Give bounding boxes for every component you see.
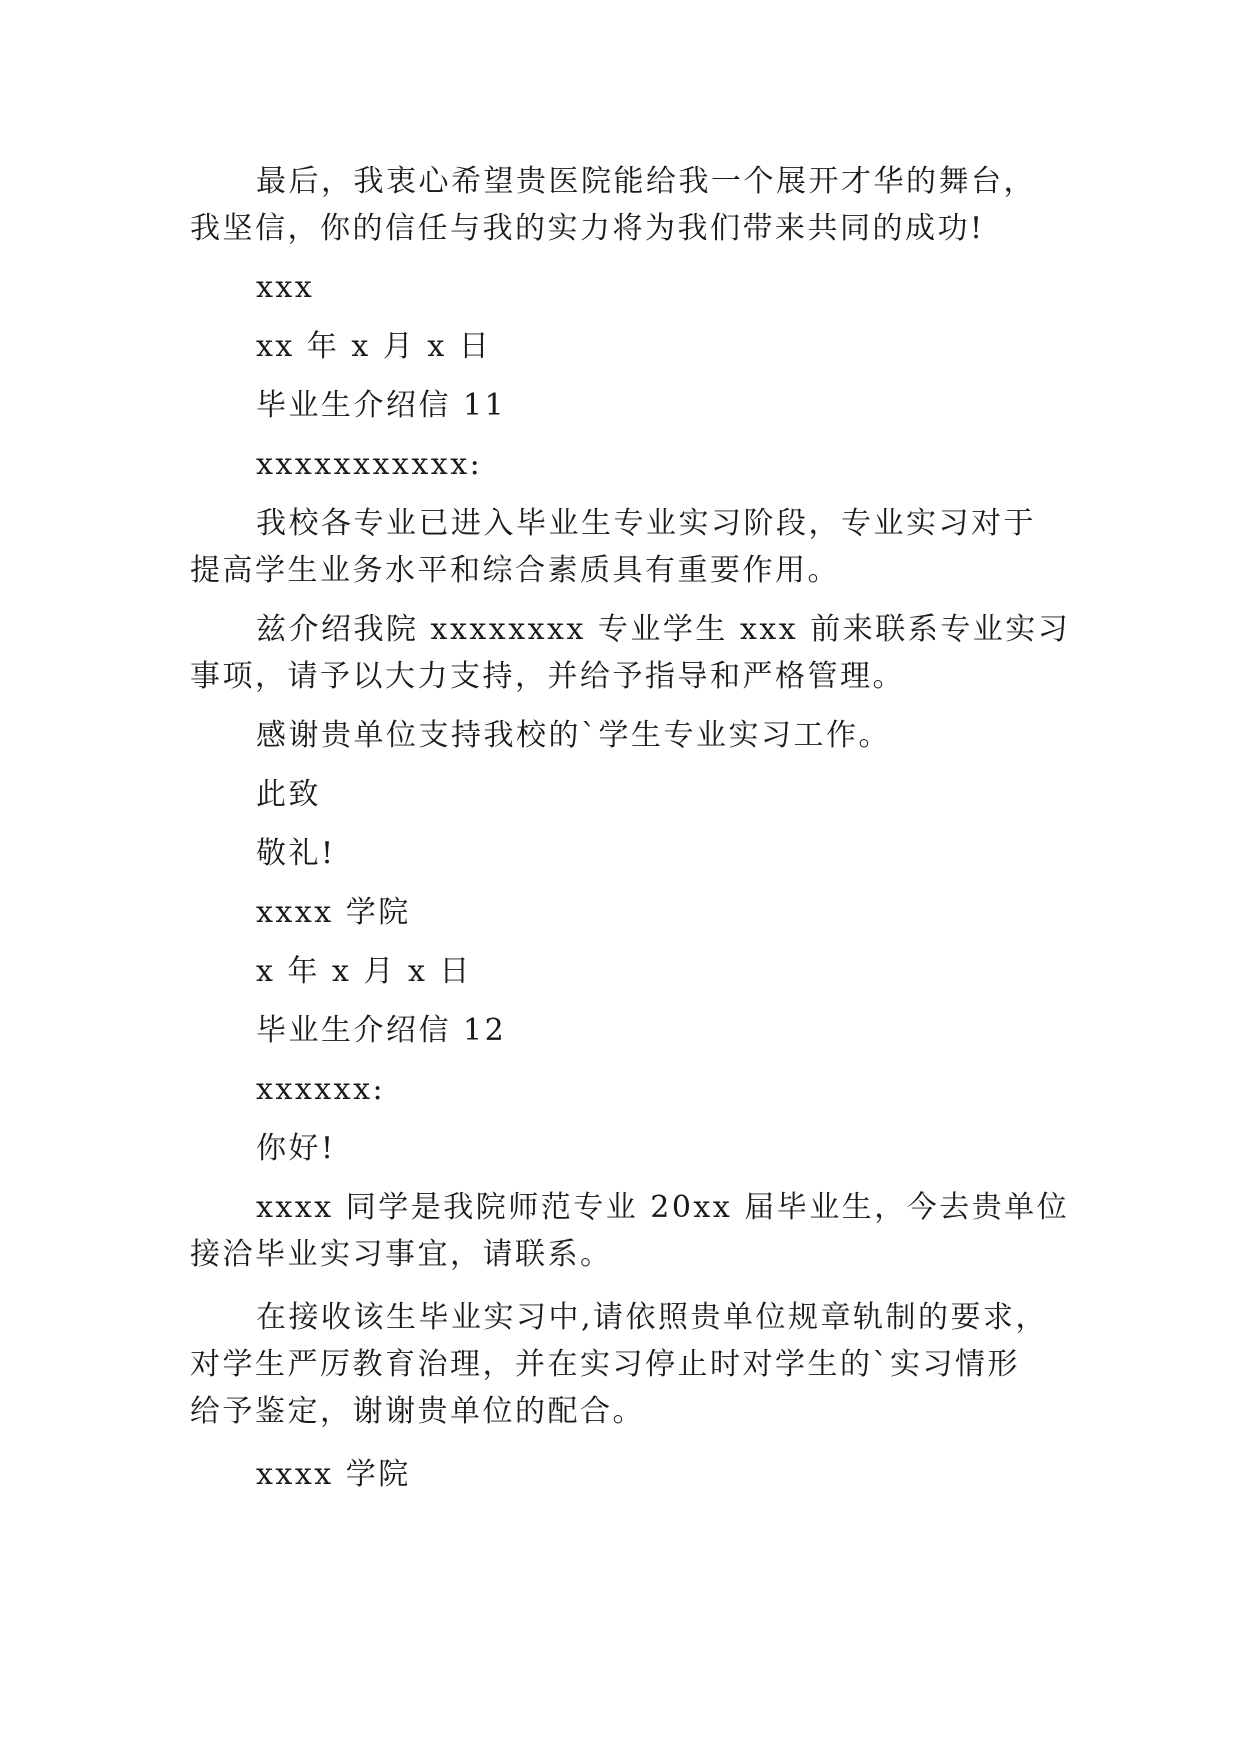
paragraph-line: 最后，我衷心希望贵医院能给我一个展开才华的舞台， bbox=[256, 164, 1036, 199]
paragraph-line: 在接收该生毕业实习中,请依照贵单位规章轨制的要求， bbox=[256, 1300, 1049, 1335]
paragraph-line: 我坚信，你的信任与我的实力将为我们带来共同的成功! bbox=[190, 211, 985, 246]
signature-name: xxx bbox=[256, 270, 315, 305]
salutation: xxxxxx: bbox=[256, 1072, 386, 1107]
paragraph-line: 提高学生业务水平和综合素质具有重要作用。 bbox=[190, 553, 840, 588]
paragraph-line: 给予鉴定，谢谢贵单位的配合。 bbox=[190, 1394, 645, 1429]
paragraph-line: 我校各专业已进入毕业生专业实习阶段，专业实习对于 bbox=[256, 506, 1036, 541]
closing-line: 此致 bbox=[256, 777, 321, 812]
signature-org: xxxx 学院 bbox=[256, 895, 411, 930]
signature-date: x 年 x 月 x 日 bbox=[256, 954, 472, 989]
section-title: 毕业生介绍信 12 bbox=[256, 1013, 507, 1048]
paragraph-line: 对学生严厉教育治理，并在实习停止时对学生的`实习情形 bbox=[190, 1347, 1020, 1382]
paragraph-line: 事项，请予以大力支持，并给予指导和严格管理。 bbox=[190, 659, 905, 694]
paragraph-line: xxxx 同学是我院师范专业 20xx 届毕业生，今去贵单位 bbox=[256, 1190, 1070, 1225]
closing-line: 敬礼! bbox=[256, 836, 336, 871]
signature-date: xx 年 x 月 x 日 bbox=[256, 329, 492, 364]
paragraph-line: 兹介绍我院 xxxxxxxx 专业学生 xxx 前来联系专业实习 bbox=[256, 612, 1071, 647]
document-body bbox=[190, 158, 1071, 1498]
salutation: xxxxxxxxxxx: bbox=[256, 447, 483, 482]
paragraph-line: 接洽毕业实习事宜，请联系。 bbox=[190, 1237, 613, 1272]
paragraph-line: 感谢贵单位支持我校的`学生专业实习工作。 bbox=[256, 718, 891, 753]
section-title: 毕业生介绍信 11 bbox=[256, 388, 507, 423]
greeting: 你好! bbox=[256, 1131, 336, 1166]
signature-org: xxxx 学院 bbox=[256, 1457, 411, 1492]
